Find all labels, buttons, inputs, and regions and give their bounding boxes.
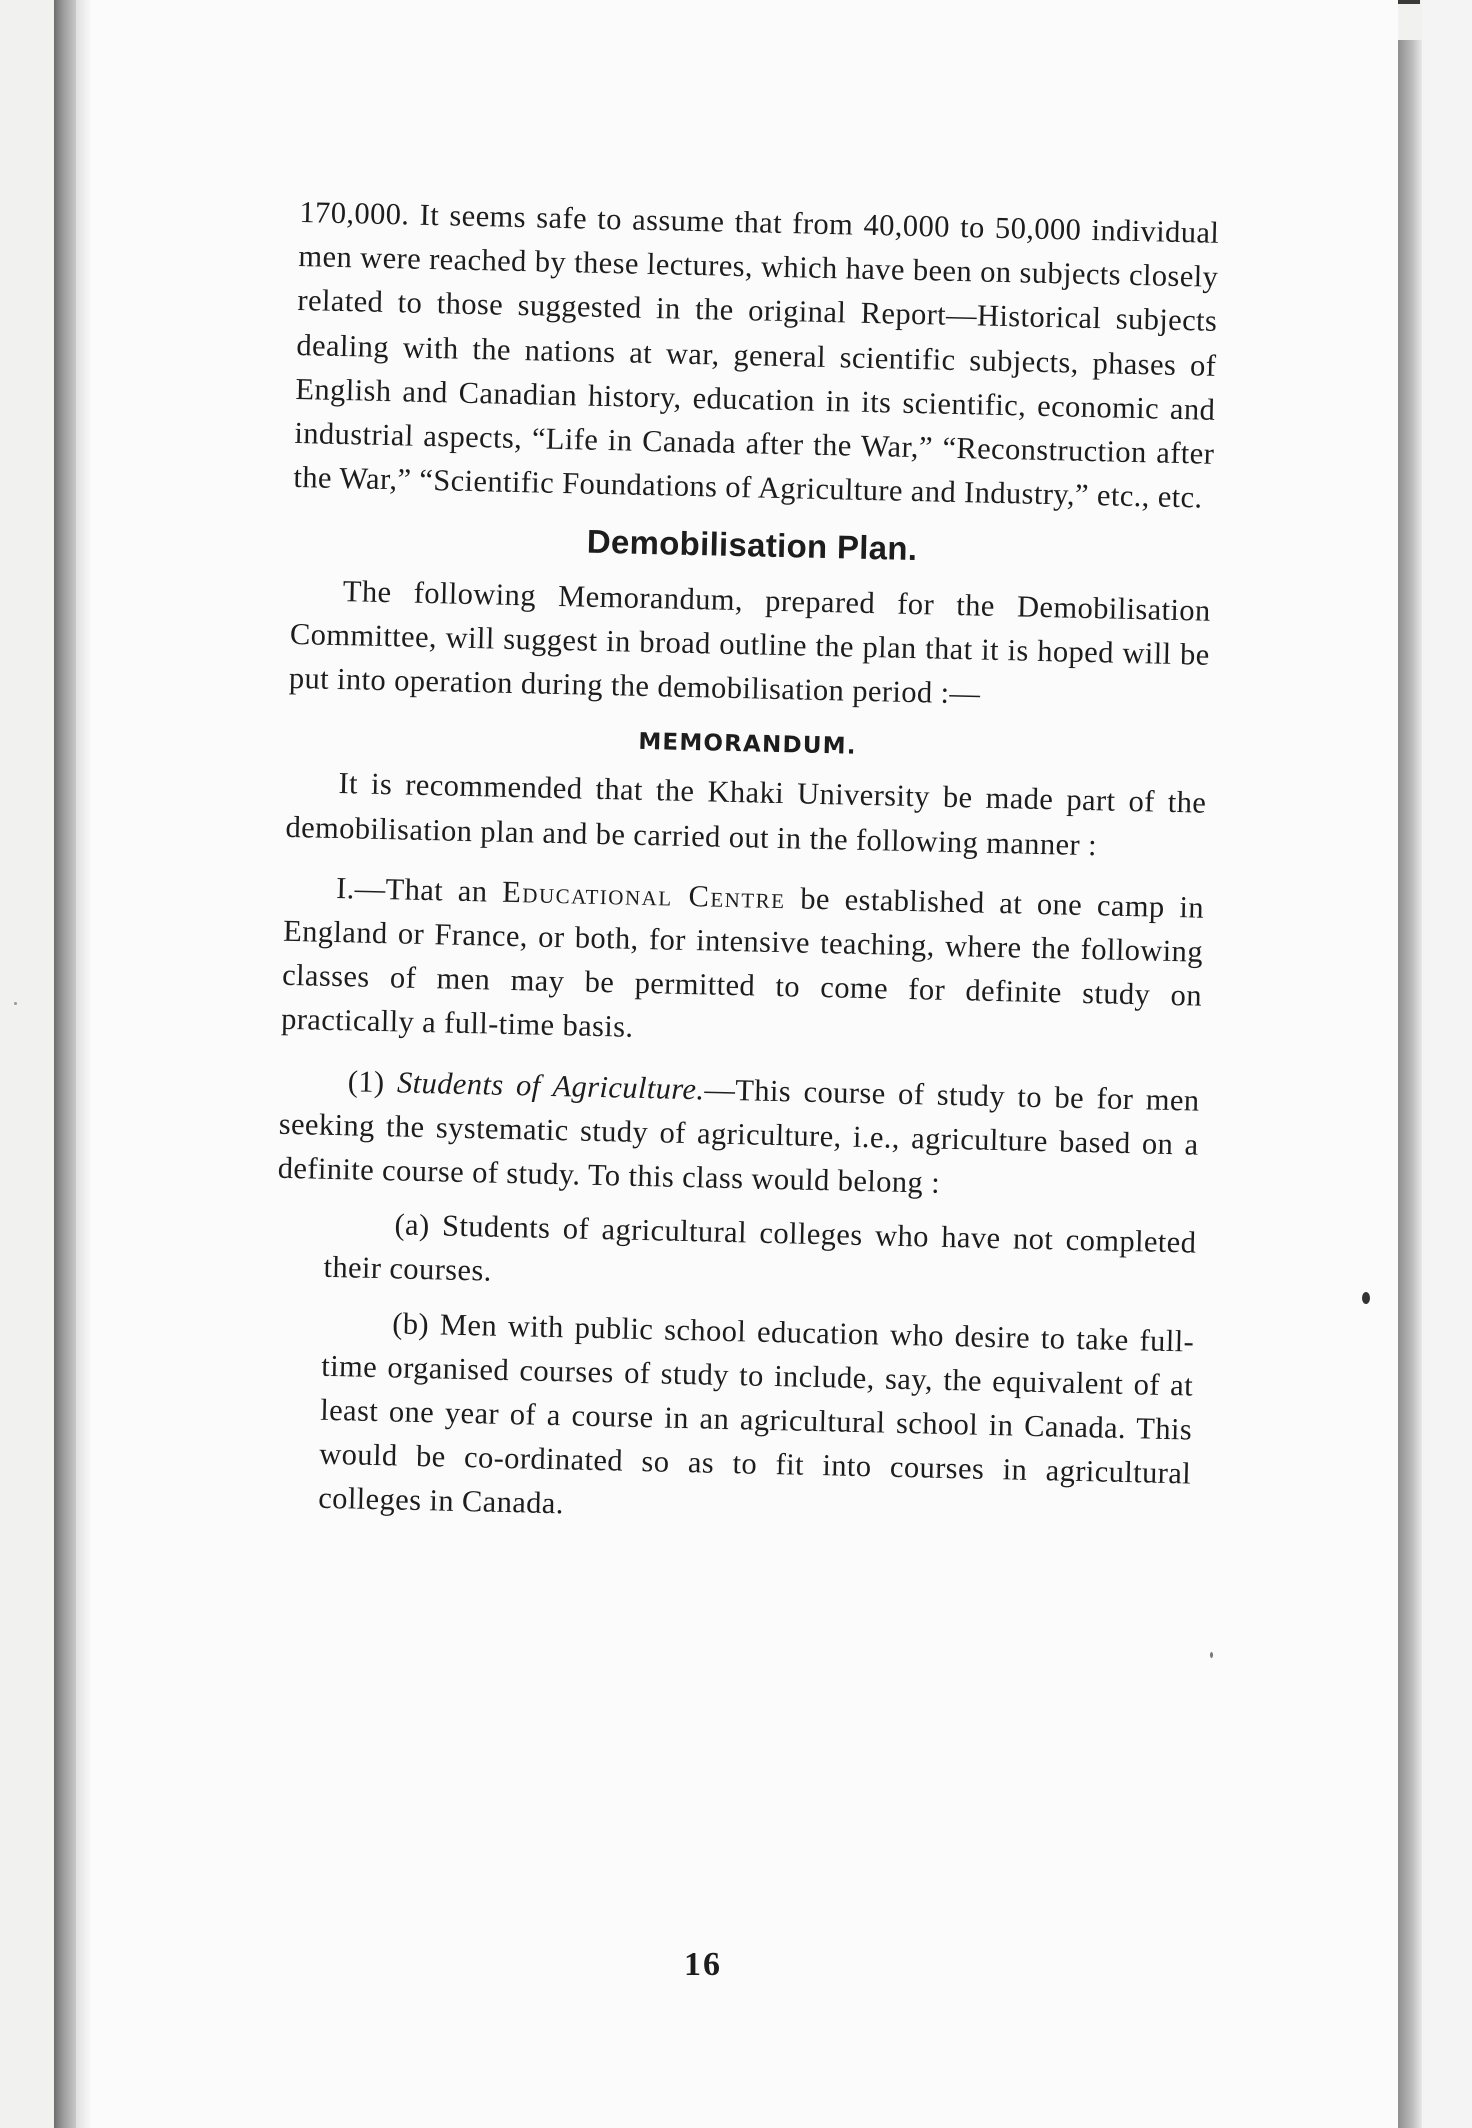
item-one-text: be established at one camp in England or France, or both, for intensive teaching, where the following classes of men may be permitted to come for definite study on practically a full-time basis. bbox=[280, 881, 1205, 1045]
item-one-paragraph bbox=[281, 865, 1205, 1063]
sub-item-b-block bbox=[270, 1298, 1195, 1540]
scan-right-margin bbox=[1422, 0, 1472, 2128]
section-heading: Demobilisation Plan. bbox=[586, 523, 918, 568]
section-intro: The following Memorandum, prepared for the Demobilisation Committee, will suggest in broad outline the plan that it is hoped will be put into operation during the demobilisation period :— bbox=[288, 573, 1212, 711]
agriculture-title: Students of Agriculture. bbox=[396, 1065, 705, 1107]
item-one-prefix: I.—That an bbox=[335, 870, 488, 909]
page-right-edge bbox=[1398, 40, 1422, 2128]
memorandum-heading: MEMORANDUM. bbox=[638, 729, 858, 761]
educational-centre-term: Educational Centre bbox=[501, 874, 786, 916]
sub-item-b: (b) Men with public school education who desire to take full-time organised courses of study to include, say, the equivalent of at least one year of a course in an agricultural school in Canada. This would be co-ordinated so as to fit into courses in agricultural colleges in Canada. bbox=[317, 1306, 1195, 1521]
page-text bbox=[270, 190, 1220, 1540]
page-number: 16 bbox=[684, 1946, 722, 1983]
memorandum-intro: It is recommended that the Khaki University be made part of the demobilisation plan and be carried out in the following manner : bbox=[285, 766, 1207, 862]
scan-speck bbox=[1362, 1292, 1370, 1304]
agriculture-paragraph bbox=[277, 1057, 1200, 1210]
agriculture-text: —This course of study to be for men seeking the systematic study of agriculture, i.e., agriculture based on a definite course of study. To this class would belong : bbox=[277, 1072, 1200, 1200]
scan-speck bbox=[1210, 1652, 1213, 1658]
sub-item-a: (a) Students of agricultural colleges who have not completed their courses. bbox=[323, 1207, 1197, 1289]
opening-paragraph: 170,000. It seems safe to assume that from 40,000 to 50,000 individual men were reached by these lectures, which have been on subjects closely related to those suggested in the original Report—Historical subjects dealing with the nations at war, general scientific subjects, phases of English and Canadian history, education in its scientific, economic and industrial aspects, “Life in Canada after the War,” “Reconstruction after the War,” “Scientific Foundations of Agriculture and Industry,” etc., etc. bbox=[293, 194, 1220, 515]
agriculture-number: (1) bbox=[347, 1063, 385, 1099]
book-binding bbox=[54, 0, 76, 2128]
binding-shadow bbox=[76, 0, 90, 2128]
scan-speck bbox=[14, 1002, 17, 1005]
